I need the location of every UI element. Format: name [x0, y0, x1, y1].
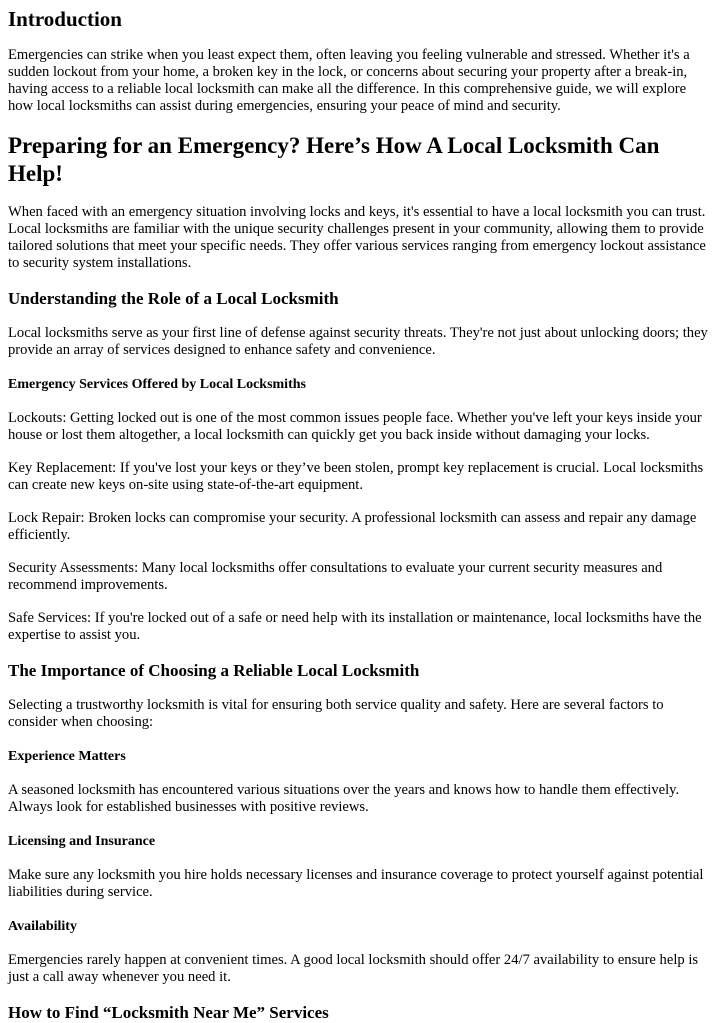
- services-heading: Emergency Services Offered by Local Locksmiths: [8, 377, 306, 392]
- service-lock-repair: Lock Repair: Broken locks can compromise your security. A professional locksmith can assess and repair any damage efficiently.: [8, 510, 697, 543]
- service-key-replacement: Key Replacement: If you've lost your keys or they’ve been stolen, prompt key replacement is crucial. Local locksmiths can create new keys on-site using state-of-the-art equipment.: [8, 460, 704, 493]
- role-paragraph: Local locksmiths serve as your first line of defense against security threats. They're not just about unlocking doors; they provide an array of services designed to enhance safety and convenience.: [8, 325, 708, 358]
- licensing-heading: Licensing and Insurance: [8, 834, 156, 849]
- service-lockouts: Lockouts: Getting locked out is one of the most common issues people face. Whether you've left your keys inside your house or lost them altogether, a local locksmith can quickly get you back inside without damaging your locks.: [8, 410, 702, 443]
- find-heading: How to Find “Locksmith Near Me” Services: [8, 1003, 329, 1022]
- availability-paragraph: Emergencies rarely happen at convenient times. A good local locksmith should offer 24/7 availability to ensure help is just a call away whenever you need it.: [8, 952, 699, 985]
- service-safe-services: Safe Services: If you're locked out of a safe or need help with its installation or maintenance, local locksmiths have the expertise to assist you.: [8, 610, 702, 643]
- licensing-paragraph: Make sure any locksmith you hire holds necessary licenses and insurance coverage to protect yourself against potential liabilities during service.: [8, 867, 704, 900]
- importance-heading: The Importance of Choosing a Reliable Local Locksmith: [8, 661, 420, 680]
- intro-paragraph: Emergencies can strike when you least expect them, often leaving you feeling vulnerable and stressed. Whether it's a sudden lockout from your home, a broken key in the lock, or concerns about securing your property after a break-in, having access to a reliable local locksmith can make all the difference. In this comprehensive guide, we will explore how local locksmiths can assist during emergencies, ensuring your peace of mind and security.: [8, 47, 690, 114]
- prep-paragraph: When faced with an emergency situation involving locks and keys, it's essential to have a local locksmith you can trust. Local locksmiths are familiar with the unique security challenges present in your community, allowing them to provide tailored solutions that meet your specific needs. They offer various services ranging from emergency lockout assistance to security system installations.: [8, 204, 706, 271]
- service-security-assessments: Security Assessments: Many local locksmiths offer consultations to evaluate your current security measures and recommend improvements.: [8, 560, 663, 593]
- importance-paragraph: Selecting a trustworthy locksmith is vital for ensuring both service quality and safety. Here are several factors to consider when choosing:: [8, 697, 664, 730]
- role-heading: Understanding the Role of a Local Locksmith: [8, 289, 339, 308]
- intro-heading: Introduction: [8, 7, 122, 31]
- availability-heading: Availability: [8, 919, 77, 934]
- experience-heading: Experience Matters: [8, 749, 126, 764]
- experience-paragraph: A seasoned locksmith has encountered various situations over the years and knows how to handle them effectively. Always look for established businesses with positive reviews.: [8, 782, 680, 815]
- prep-heading: Preparing for an Emergency? Here’s How A Local Locksmith Can Help!: [8, 133, 660, 186]
